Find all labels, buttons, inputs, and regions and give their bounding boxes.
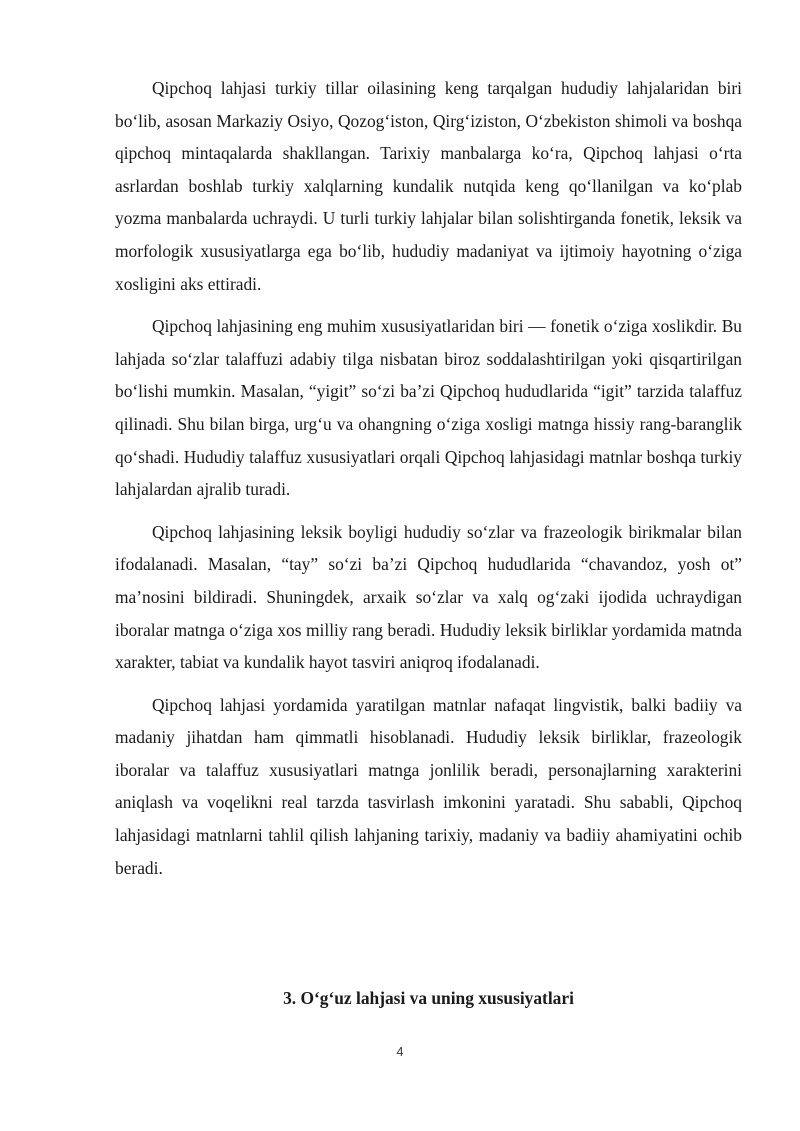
- paragraph-3: Qipchoq lahjasining leksik boyligi hududiy so‘zlar va frazeologik birikmalar bilan ifodalanadi. Masalan, “tay” so‘zi ba’zi Qipchoq hududlarida “chavandoz, yosh ot” ma’nosini bildiradi. Shuningdek, arxaik so‘zlar va xalq og‘zaki ijodida uchraydigan iboralar matnga o‘ziga xos milliy rang beradi. Hududiy leksik birliklar yordamida matnda xarakter, tabiat va kundalik hayot tasviri aniqroq ifodalanadi.: [115, 521, 742, 673]
- page-number: 4: [396, 1045, 404, 1059]
- paragraph-4: Qipchoq lahjasi yordamida yaratilgan matnlar nafaqat lingvistik, balki badiiy va madaniy jihatdan ham qimmatli hisoblanadi. Hududiy leksik birliklar, frazeologik iboralar va talaffuz xususiyatlari matnga jonlilik beradi, personajlarning xarakterini aniqlash va voqelikni real tarzda tasvirlash imkonini yaratadi. Shu sababli, Qipchoq lahjasidagi matnlarni tahlil qilish lahjaning tarixiy, madaniy va badiiy ahamiyatini ochib beradi.: [115, 694, 742, 878]
- paragraph-1: Qipchoq lahjasi turkiy tillar oilasining keng tarqalgan hududiy lahjalaridan biri bo‘lib, asosan Markaziy Osiyo, Qozog‘iston, Qirg‘iziston, O‘zbekiston shimoli va boshqa qipchoq mintaqalarda shakllangan. Tarixiy manbalarga ko‘ra, Qipchoq lahjasi o‘rta asrlardan boshlab turkiy xalqlarning kundalik nutqida keng qo‘llanilgan va ko‘plab yozma manbalarda uchraydi. U turli turkiy lahjalar bilan solishtirganda fonetik, leksik va morfologik xususiyatlarga ega bo‘lib, hududiy madaniyat va ijtimoiy hayotning o‘ziga xosligini aks ettiradi.: [115, 78, 742, 294]
- paragraph-2: Qipchoq lahjasining eng muhim xususiyatlaridan biri — fonetik o‘ziga xoslikdir. Bu lahjada so‘zlar talaffuzi adabiy tilga nisbatan biroz soddalashtirilgan yoki qisqartirilgan bo‘lishi mumkin. Masalan, “yigit” so‘zi ba’zi Qipchoq hududlarida “igit” tarzida talaffuz qilinadi. Shu bilan birga, urg‘u va ohangning o‘ziga xosligi matnga hissiy rang-baranglik qo‘shadi. Hududiy talaffuz xususiyatlari orqali Qipchoq lahjasidagi matnlar boshqa turkiy lahjalardan ajralib turadi.: [115, 316, 742, 500]
- body-text: [115, 72, 742, 894]
- section-heading: 3. O‘g‘uz lahjasi va uning xususiyatlari: [283, 988, 574, 1008]
